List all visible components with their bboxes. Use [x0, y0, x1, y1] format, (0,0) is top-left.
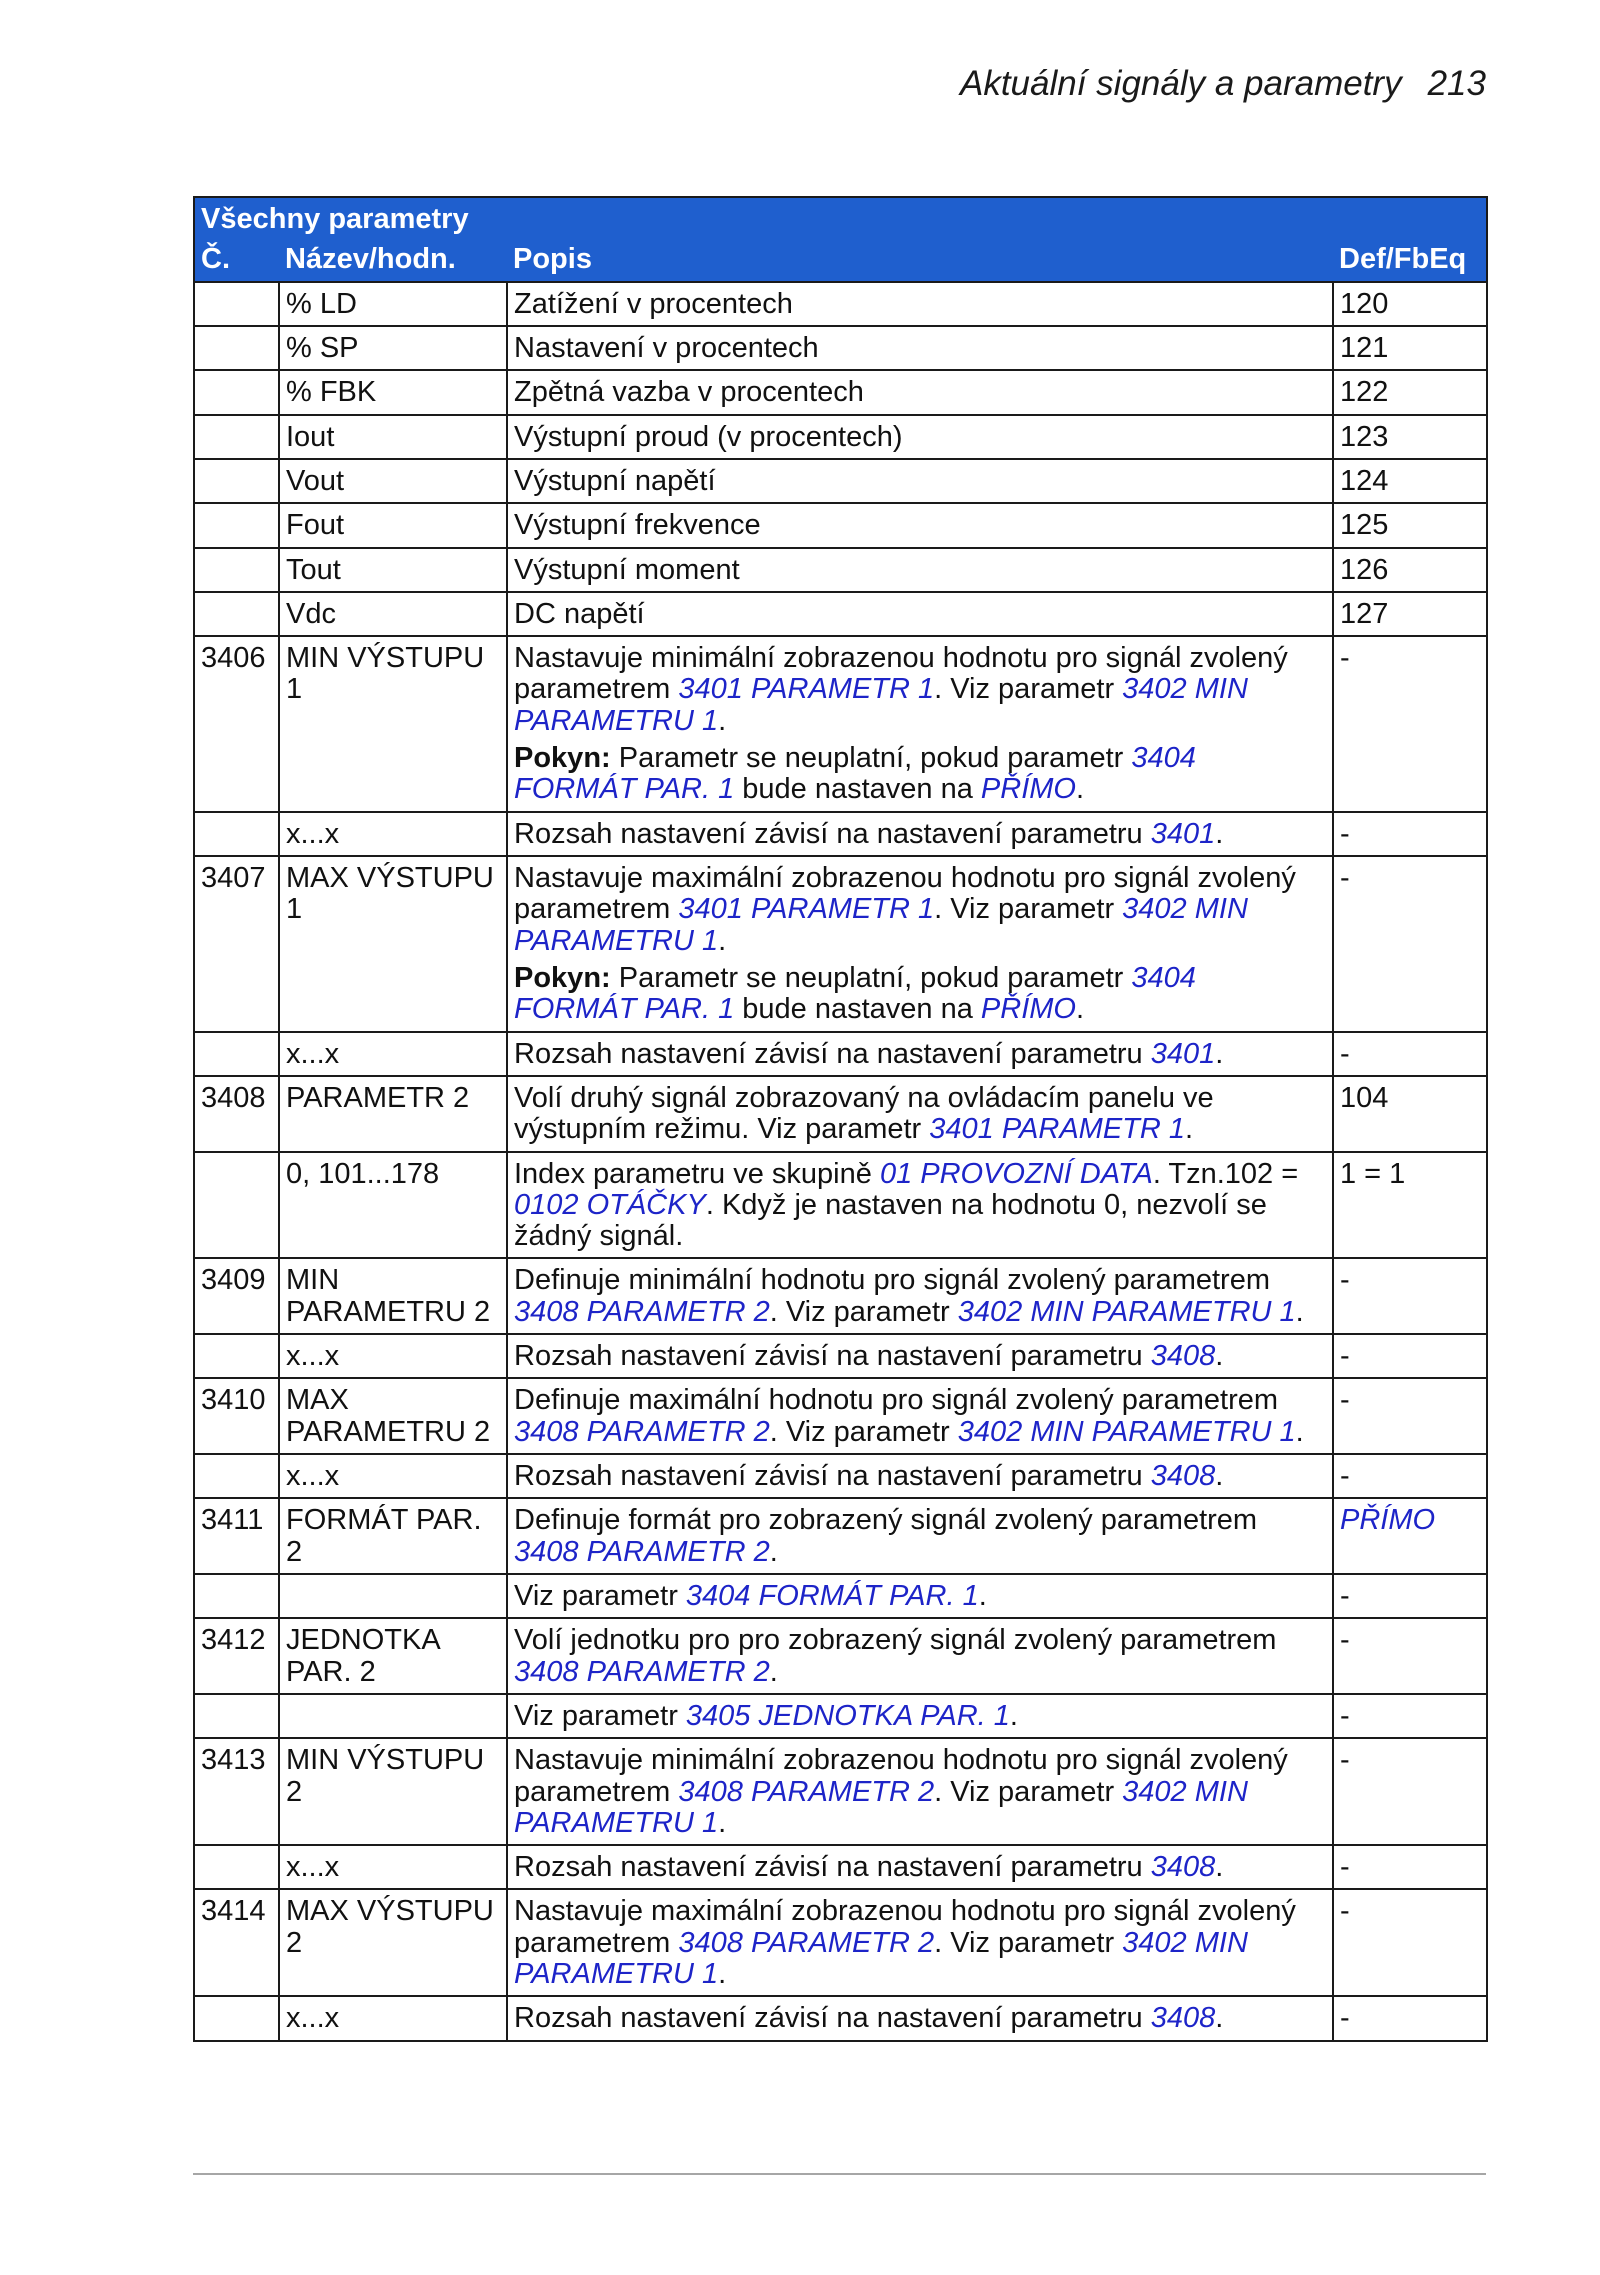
- param-number: [194, 1334, 279, 1378]
- footer-divider: [193, 2173, 1486, 2175]
- parameter-link[interactable]: 3408: [1150, 2002, 1216, 2035]
- param-name: x...x: [279, 1845, 507, 1889]
- note-text: Parametr se neuplatní, pokud parametr: [610, 742, 1132, 775]
- note-paragraph: [514, 963, 1326, 1026]
- param-number: [194, 1574, 279, 1618]
- param-default: 127: [1333, 592, 1487, 636]
- table-row: [194, 812, 1487, 856]
- param-description: [507, 1076, 1333, 1152]
- param-description: [507, 1694, 1333, 1738]
- parameter-link[interactable]: 3408: [1150, 1340, 1216, 1373]
- param-name: MAX VÝSTUPU 2: [279, 1889, 507, 1996]
- note-paragraph: [514, 743, 1326, 806]
- description-text: .: [1215, 1340, 1224, 1373]
- param-name: MAX PARAMETRU 2: [279, 1378, 507, 1454]
- description-text: .: [1295, 1415, 1304, 1448]
- parameter-link[interactable]: 3404 FORMÁT PAR. 1: [514, 961, 1196, 1026]
- table-row: [194, 856, 1487, 1032]
- page-header: [960, 64, 1486, 104]
- table-row: [194, 1454, 1487, 1498]
- description-text: .: [1215, 2002, 1224, 2035]
- param-description: Nastavení v procentech: [507, 326, 1333, 370]
- description-text: Index parametru ve skupině: [514, 1157, 880, 1190]
- param-name: x...x: [279, 1996, 507, 2040]
- param-description: [507, 1258, 1333, 1334]
- param-description: [507, 1454, 1333, 1498]
- param-default: 120: [1333, 282, 1487, 326]
- table-row: [194, 1694, 1487, 1738]
- param-name: Fout: [279, 503, 507, 547]
- param-number: [194, 1694, 279, 1738]
- table-row: [194, 548, 1487, 592]
- param-number: [194, 1454, 279, 1498]
- parameter-link[interactable]: 3402 MIN PARAMETRU 1: [957, 1415, 1296, 1448]
- table-row: [194, 1258, 1487, 1334]
- param-name: % FBK: [279, 370, 507, 414]
- parameter-link[interactable]: 3408: [1150, 1851, 1216, 1884]
- description-text: . Viz parametr: [769, 1295, 958, 1328]
- description-text: Definuje maximální hodnotu pro signál zvolený parametrem: [514, 1384, 1279, 1417]
- value-link[interactable]: PŘÍMO: [980, 993, 1076, 1026]
- param-name: Vdc: [279, 592, 507, 636]
- table-row: [194, 1996, 1487, 2040]
- parameter-link[interactable]: 3408: [1150, 1460, 1216, 1492]
- param-name: MIN VÝSTUPU 2: [279, 1738, 507, 1845]
- note-text: .: [1075, 773, 1085, 806]
- param-name: x...x: [279, 1334, 507, 1378]
- table-row: [194, 1152, 1487, 1259]
- parameter-link[interactable]: 3401: [1150, 1037, 1216, 1070]
- parameter-link[interactable]: 3408 PARAMETR 2: [514, 1415, 770, 1448]
- description-text: Rozsah nastavení závisí na nastavení parametru: [514, 1851, 1151, 1884]
- param-name: MAX VÝSTUPU 1: [279, 856, 507, 1032]
- param-number: 3410: [194, 1378, 279, 1454]
- param-default: -: [1333, 1378, 1487, 1454]
- param-number: 3413: [194, 1738, 279, 1845]
- description-text: . Když je nastaven na hodnotu 0, nezvolí se žádný signál.: [514, 1188, 1267, 1253]
- table-row: [194, 415, 1487, 459]
- param-default: -: [1333, 856, 1487, 1032]
- param-name: Tout: [279, 548, 507, 592]
- param-description: [507, 1618, 1333, 1694]
- param-description: DC napětí: [507, 592, 1333, 636]
- param-name: x...x: [279, 1454, 507, 1498]
- default-value-link[interactable]: PŘÍMO: [1340, 1504, 1436, 1537]
- param-default: -: [1333, 1574, 1487, 1618]
- column-header-default: Def/FbEq: [1333, 238, 1487, 281]
- parameter-link[interactable]: 3408 PARAMETR 2: [678, 1775, 935, 1808]
- parameter-link[interactable]: 3402 MIN PARAMETRU 1: [514, 1775, 1248, 1839]
- table-row: [194, 1618, 1487, 1694]
- description-text: Rozsah nastavení závisí na nastavení parametru: [514, 1037, 1151, 1070]
- parameter-link[interactable]: 3404 FORMÁT PAR. 1: [514, 742, 1196, 806]
- table-row: [194, 1032, 1487, 1076]
- param-default: 125: [1333, 503, 1487, 547]
- param-number: [194, 1845, 279, 1889]
- param-number: [194, 503, 279, 547]
- description-text: .: [1295, 1295, 1304, 1328]
- description-text: .: [1009, 1699, 1018, 1732]
- parameter-link[interactable]: 3408 PARAMETR 2: [514, 1295, 770, 1328]
- table-column-header-row: [194, 238, 1487, 281]
- param-description: Výstupní proud (v procentech): [507, 415, 1333, 459]
- description-text: .: [769, 1535, 778, 1568]
- param-description: [507, 1845, 1333, 1889]
- table-row: [194, 1378, 1487, 1454]
- note-label: Pokyn:: [514, 742, 611, 775]
- parameter-link[interactable]: 3401: [1150, 817, 1216, 850]
- param-description: Výstupní frekvence: [507, 503, 1333, 547]
- description-text: . Viz parametr: [934, 893, 1123, 926]
- description-paragraph: [514, 643, 1326, 737]
- description-text: . Tzn.102 =: [1152, 1157, 1299, 1190]
- description-paragraph: [514, 863, 1326, 957]
- param-default: 123: [1333, 415, 1487, 459]
- description-text: .: [1215, 1851, 1224, 1884]
- parameter-link[interactable]: 3402 MIN PARAMETRU 1: [514, 893, 1248, 957]
- description-text: Viz parametr: [514, 1579, 686, 1612]
- param-description: [507, 636, 1333, 812]
- param-default: -: [1333, 1889, 1487, 1996]
- param-description: Výstupní napětí: [507, 459, 1333, 503]
- param-number: [194, 370, 279, 414]
- param-name: % LD: [279, 282, 507, 326]
- running-title: Aktuální signály a parametry: [959, 64, 1402, 103]
- table-title: Všechny parametry: [194, 197, 1487, 238]
- param-description: [507, 1738, 1333, 1845]
- param-default: 121: [1333, 326, 1487, 370]
- description-text: . Viz parametr: [934, 1775, 1123, 1808]
- column-header-name: Název/hodn.: [279, 238, 507, 281]
- parameter-link[interactable]: 3401 PARAMETR 1: [929, 1113, 1185, 1146]
- param-default: -: [1333, 812, 1487, 856]
- description-text: Nastavuje minimální zobrazenou hodnotu pro signál zvolený parametrem: [514, 642, 1288, 706]
- column-header-description: Popis: [507, 238, 1333, 281]
- note-label: Pokyn:: [514, 961, 611, 994]
- description-text: . Viz parametr: [769, 1415, 958, 1448]
- param-name: MIN PARAMETRU 2: [279, 1258, 507, 1334]
- description-text: Rozsah nastavení závisí na nastavení parametru: [514, 1460, 1151, 1492]
- parameter-link[interactable]: 3408 PARAMETR 2: [514, 1655, 770, 1688]
- description-text: .: [978, 1579, 987, 1612]
- parameter-link[interactable]: 3408 PARAMETR 2: [678, 1926, 935, 1959]
- table-row: [194, 636, 1487, 812]
- param-number: 3414: [194, 1889, 279, 1996]
- table-row: [194, 1334, 1487, 1378]
- param-number: 3408: [194, 1076, 279, 1152]
- param-number: 3407: [194, 856, 279, 1032]
- parameter-link[interactable]: 3401 PARAMETR 1: [678, 673, 935, 706]
- page-number: 213: [1427, 64, 1486, 103]
- table-row: [194, 1845, 1487, 1889]
- description-text: Viz parametr: [514, 1699, 686, 1732]
- param-name: 0, 101...178: [279, 1152, 507, 1259]
- param-default: -: [1333, 1454, 1487, 1498]
- param-description: [507, 856, 1333, 1032]
- parameter-link[interactable]: 3408 PARAMETR 2: [514, 1535, 770, 1568]
- param-name: PARAMETR 2: [279, 1076, 507, 1152]
- table-title-row: [194, 197, 1487, 238]
- param-description: [507, 1152, 1333, 1259]
- parameters-table: [193, 196, 1488, 2042]
- param-default: -: [1333, 1738, 1487, 1845]
- parameter-link[interactable]: 3402 MIN PARAMETRU 1: [514, 673, 1248, 737]
- description-text: . Viz parametr: [934, 1926, 1123, 1959]
- description-text: Nastavuje maximální zobrazenou hodnotu pro signál zvolený parametrem: [514, 862, 1296, 926]
- description-text: . Viz parametr: [934, 673, 1123, 706]
- table-row: [194, 1498, 1487, 1574]
- param-number: [194, 459, 279, 503]
- parameter-link[interactable]: 3402 MIN PARAMETRU 1: [957, 1295, 1296, 1328]
- description-text: .: [718, 1806, 727, 1839]
- table-row: [194, 1574, 1487, 1618]
- note-text: .: [1075, 993, 1085, 1026]
- param-default: -: [1333, 1996, 1487, 2040]
- parameter-link[interactable]: 0102 OTÁČKY: [514, 1188, 706, 1221]
- param-default: 124: [1333, 459, 1487, 503]
- description-text: .: [1185, 1113, 1194, 1146]
- parameter-link[interactable]: 3405 JEDNOTKA PAR. 1: [685, 1699, 1010, 1732]
- param-number: [194, 592, 279, 636]
- param-number: [194, 1996, 279, 2040]
- param-name: [279, 1574, 507, 1618]
- param-default: -: [1333, 1694, 1487, 1738]
- description-text: Definuje minimální hodnotu pro signál zvolený parametrem: [514, 1264, 1270, 1297]
- param-description: Zatížení v procentech: [507, 282, 1333, 326]
- parameter-link[interactable]: 3402 MIN PARAMETRU 1: [514, 1926, 1248, 1991]
- param-number: 3411: [194, 1498, 279, 1574]
- param-description: [507, 1378, 1333, 1454]
- column-header-number: Č.: [194, 238, 279, 281]
- parameter-link[interactable]: 3404 FORMÁT PAR. 1: [685, 1579, 979, 1612]
- param-default: 122: [1333, 370, 1487, 414]
- param-default: -: [1333, 1258, 1487, 1334]
- description-text: .: [718, 1958, 727, 1991]
- description-text: Volí jednotku pro pro zobrazený signál zvolený parametrem: [514, 1624, 1277, 1657]
- param-default: 126: [1333, 548, 1487, 592]
- table-row: [194, 1738, 1487, 1845]
- param-default: -: [1333, 1618, 1487, 1694]
- description-text: .: [769, 1655, 778, 1688]
- param-name: [279, 1694, 507, 1738]
- param-description: [507, 812, 1333, 856]
- param-default: [1333, 1498, 1487, 1574]
- table-row: [194, 370, 1487, 414]
- param-description: Výstupní moment: [507, 548, 1333, 592]
- param-description: Zpětná vazba v procentech: [507, 370, 1333, 414]
- param-number: 3406: [194, 636, 279, 812]
- param-number: [194, 548, 279, 592]
- description-text: Volí druhý signál zobrazovaný na ovládacím panelu ve výstupním režimu. Viz parametr: [514, 1081, 1214, 1146]
- description-text: .: [718, 924, 727, 957]
- param-number: 3412: [194, 1618, 279, 1694]
- description-text: .: [1215, 817, 1224, 850]
- description-text: .: [1215, 1037, 1224, 1070]
- param-number: [194, 812, 279, 856]
- param-number: [194, 1152, 279, 1259]
- description-text: Definuje formát pro zobrazený signál zvolený parametrem: [514, 1504, 1258, 1537]
- table-row: [194, 459, 1487, 503]
- table-row: [194, 1889, 1487, 1996]
- note-text: Parametr se neuplatní, pokud parametr: [610, 961, 1132, 994]
- param-default: 104: [1333, 1076, 1487, 1152]
- param-description: [507, 1996, 1333, 2040]
- param-default: -: [1333, 1845, 1487, 1889]
- description-text: Nastavuje minimální zobrazenou hodnotu pro signál zvolený parametrem: [514, 1744, 1288, 1808]
- table-row: [194, 282, 1487, 326]
- param-number: [194, 415, 279, 459]
- param-description: [507, 1889, 1333, 1996]
- description-text: .: [718, 704, 727, 737]
- param-description: [507, 1032, 1333, 1076]
- param-name: Vout: [279, 459, 507, 503]
- param-default: 1 = 1: [1333, 1152, 1487, 1259]
- param-name: FORMÁT PAR. 2: [279, 1498, 507, 1574]
- description-text: Rozsah nastavení závisí na nastavení parametru: [514, 817, 1151, 850]
- group-link[interactable]: 01 PROVOZNÍ DATA: [879, 1157, 1153, 1190]
- param-description: [507, 1498, 1333, 1574]
- param-name: x...x: [279, 1032, 507, 1076]
- note-text: bude nastaven na: [734, 993, 981, 1026]
- param-default: -: [1333, 1334, 1487, 1378]
- description-text: Rozsah nastavení závisí na nastavení parametru: [514, 1340, 1151, 1373]
- table-row: [194, 326, 1487, 370]
- param-default: -: [1333, 636, 1487, 812]
- param-name: x...x: [279, 812, 507, 856]
- param-name: Iout: [279, 415, 507, 459]
- table-row: [194, 592, 1487, 636]
- table-row: [194, 503, 1487, 547]
- param-number: 3409: [194, 1258, 279, 1334]
- table-row: [194, 1076, 1487, 1152]
- description-text: .: [1215, 1460, 1224, 1492]
- parameter-link[interactable]: 3401 PARAMETR 1: [678, 893, 935, 926]
- param-number: [194, 1032, 279, 1076]
- param-number: [194, 282, 279, 326]
- param-name: MIN VÝSTUPU 1: [279, 636, 507, 812]
- note-text: bude nastaven na: [734, 773, 981, 806]
- value-link[interactable]: PŘÍMO: [980, 773, 1076, 806]
- param-description: [507, 1334, 1333, 1378]
- description-text: Nastavuje maximální zobrazenou hodnotu pro signál zvolený parametrem: [514, 1895, 1296, 1959]
- param-name: JEDNOTKA PAR. 2: [279, 1618, 507, 1694]
- description-text: Rozsah nastavení závisí na nastavení parametru: [514, 2002, 1151, 2035]
- param-number: [194, 326, 279, 370]
- param-name: % SP: [279, 326, 507, 370]
- param-description: [507, 1574, 1333, 1618]
- param-default: -: [1333, 1032, 1487, 1076]
